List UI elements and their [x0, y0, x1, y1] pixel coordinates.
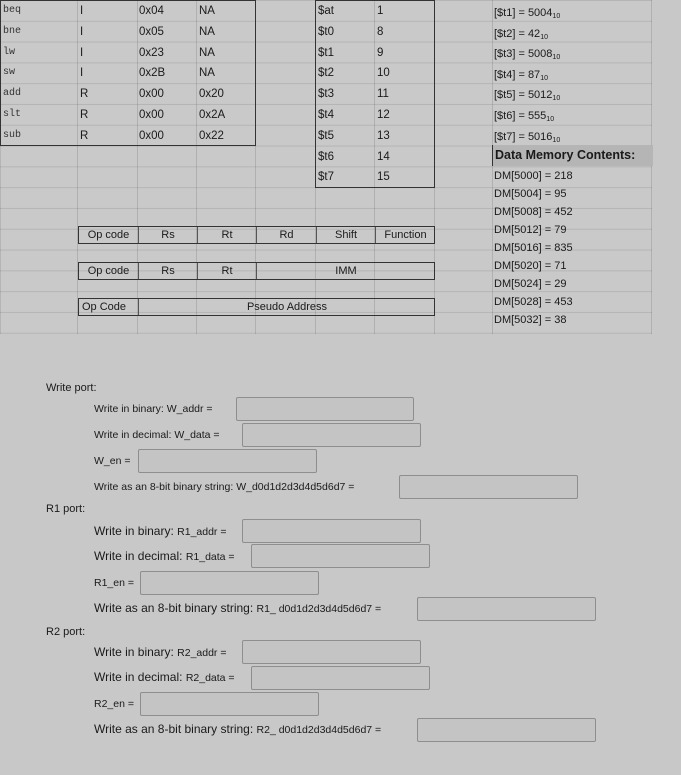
- base-subscript: 10: [540, 33, 548, 41]
- w-addr-input[interactable]: [236, 397, 414, 421]
- register-value: [494, 3, 644, 23]
- instr-opcode-cell: 0x23: [139, 46, 164, 59]
- instr-function-cell: 0x20: [199, 88, 224, 101]
- instr-function-cell: NA: [199, 5, 215, 17]
- instr-opcode-cell: 0x00: [139, 109, 164, 121]
- instr-function-cell: NA: [199, 67, 215, 80]
- r-shift-cell: Shift: [316, 227, 375, 243]
- r2-port-title: R2 port:: [46, 626, 86, 638]
- register-value-text: [$t4] = 87: [494, 68, 541, 81]
- i-rt-cell: Rt: [197, 263, 256, 279]
- j-op-cell: Op Code: [82, 301, 127, 313]
- register-number-cell: 9: [377, 46, 384, 59]
- register-name-cell: $at: [318, 5, 334, 17]
- r1-en-label: R1_en =: [94, 577, 134, 589]
- r1-addr-label: Write in binary: R1_addr =: [94, 524, 227, 538]
- j-address-cell: Pseudo Address: [138, 299, 435, 315]
- base-subscript: 10: [552, 95, 561, 103]
- register-value-text: [$t6] = 555: [494, 110, 547, 122]
- r2-addr-input[interactable]: [242, 640, 421, 664]
- data-memory-entry: DM[5004] = 95: [494, 188, 567, 200]
- data-memory-entry: DM[5016] = 835: [494, 242, 573, 254]
- r1-port-title: R1 port:: [46, 503, 86, 515]
- register-name-cell: $t6: [318, 150, 334, 163]
- data-memory-entry: DM[5000] = 218: [494, 170, 573, 182]
- r2-data-label: Write in decimal: R2_data =: [94, 670, 235, 684]
- j-format-box: [78, 298, 435, 316]
- register-name-cell: $t1: [318, 46, 334, 59]
- instr-type-cell: R: [80, 88, 89, 101]
- instr-function-cell: NA: [199, 25, 215, 38]
- w-addr-label: Write in binary: W_addr =: [94, 403, 213, 415]
- register-value: [494, 65, 644, 85]
- r-op-cell: Op code: [87, 229, 130, 241]
- register-name-cell: $t3: [318, 88, 334, 101]
- r2-bits-input[interactable]: [417, 718, 596, 742]
- r2-bits-label: Write as an 8-bit binary string: R2_ d0d1d2d3d4d5d6d7 =: [94, 722, 382, 736]
- r-format-box: [78, 226, 435, 244]
- instr-name-cell: sw: [3, 67, 16, 79]
- w-bits-input[interactable]: [399, 475, 578, 499]
- w-en-label: W_en =: [94, 455, 131, 467]
- instr-name-cell: sub: [3, 129, 22, 141]
- instr-function-cell: 0x22: [199, 129, 224, 142]
- instr-type-cell: I: [80, 67, 84, 80]
- data-memory-entry: DM[5012] = 79: [494, 224, 567, 236]
- register-number-cell: 13: [377, 129, 390, 142]
- register-value-text: [$t1] = 5004: [494, 7, 553, 19]
- r1-bits-label: Write as an 8-bit binary string: R1_ d0d1d2d3d4d5d6d7 =: [94, 601, 382, 615]
- register-number-cell: 12: [377, 109, 390, 121]
- base-subscript: 10: [552, 13, 561, 20]
- register-value: [494, 24, 644, 44]
- register-value-text: [$t5] = 5012: [494, 89, 553, 102]
- register-value: [494, 85, 644, 105]
- data-memory-entry: DM[5008] = 452: [494, 206, 573, 218]
- register-number-cell: 8: [377, 25, 384, 38]
- register-number-cell: 10: [377, 67, 390, 80]
- register-name-cell: $t7: [318, 171, 334, 184]
- register-name-cell: $t0: [318, 25, 334, 38]
- w-en-input[interactable]: [138, 449, 317, 473]
- register-number-cell: 15: [377, 171, 390, 184]
- instr-opcode-cell: 0x00: [139, 88, 164, 101]
- base-subscript: 10: [552, 136, 561, 144]
- instr-type-cell: I: [80, 5, 84, 17]
- r1-bits-input[interactable]: [417, 597, 596, 621]
- write-port-title: Write port:: [46, 382, 97, 394]
- instr-opcode-cell: 0x04: [139, 5, 164, 17]
- register-value: [494, 106, 644, 126]
- data-memory-entry: DM[5020] = 71: [494, 260, 567, 272]
- instr-opcode-cell: 0x2B: [139, 67, 166, 80]
- register-number-cell: 11: [377, 88, 389, 101]
- i-imm-cell: IMM: [256, 263, 435, 279]
- register-number-cell: 14: [377, 150, 390, 163]
- r1-addr-input[interactable]: [242, 519, 421, 543]
- register-name-cell: $t2: [318, 67, 334, 80]
- instr-type-cell: R: [80, 129, 89, 142]
- w-bits-label: Write as an 8-bit binary string: W_d0d1d2d3d4d5d6d7 =: [94, 481, 355, 493]
- register-value: [494, 127, 644, 147]
- r1-data-label: Write in decimal: R1_data =: [94, 549, 235, 563]
- r2-en-input[interactable]: [140, 692, 319, 716]
- register-value-text: [$t7] = 5016: [494, 130, 553, 143]
- r2-data-input[interactable]: [251, 666, 430, 690]
- spreadsheet-area: [0, 0, 652, 334]
- instr-name-cell: lw: [3, 46, 16, 58]
- i-op-cell: Op code: [87, 265, 130, 277]
- instr-name-cell: add: [3, 88, 22, 100]
- register-value-text: [$t3] = 5008: [494, 48, 553, 61]
- i-rs-cell: Rs: [138, 263, 197, 279]
- r-rs-cell: Rs: [138, 227, 197, 243]
- register-value: [494, 44, 644, 64]
- base-subscript: 10: [540, 74, 548, 82]
- r-rd-cell: Rd: [256, 227, 316, 243]
- r1-data-input[interactable]: [251, 544, 430, 568]
- instr-opcode-cell: 0x05: [139, 25, 164, 38]
- data-memory-entry: DM[5024] = 29: [494, 278, 567, 290]
- r-rt-cell: Rt: [197, 227, 256, 243]
- base-subscript: 10: [552, 54, 561, 62]
- r2-addr-label: Write in binary: R2_addr =: [94, 645, 227, 659]
- base-subscript: 10: [546, 116, 555, 123]
- instr-type-cell: I: [80, 25, 84, 38]
- instr-name-cell: bne: [3, 25, 22, 37]
- register-name-cell: $t4: [318, 109, 334, 121]
- w-data-label: Write in decimal: W_data =: [94, 429, 220, 441]
- instr-function-cell: 0x2A: [199, 109, 226, 121]
- instr-function-cell: NA: [199, 46, 215, 59]
- r-function-cell: Function: [375, 227, 435, 243]
- register-number-cell: 1: [377, 5, 384, 17]
- register-value-text: [$t2] = 42: [494, 27, 541, 40]
- register-name-cell: $t5: [318, 129, 334, 142]
- instr-name-cell: slt: [3, 109, 22, 120]
- i-format-box: [78, 262, 435, 280]
- instr-type-cell: I: [80, 46, 84, 59]
- data-memory-entry: DM[5028] = 453: [494, 296, 573, 308]
- instr-name-cell: beq: [3, 5, 22, 16]
- r1-en-input[interactable]: [140, 571, 319, 595]
- w-data-input[interactable]: [242, 423, 421, 447]
- r2-en-label: R2_en =: [94, 698, 134, 710]
- data-memory-title: Data Memory Contents:: [492, 145, 653, 166]
- instr-opcode-cell: 0x00: [139, 129, 164, 142]
- instr-type-cell: R: [80, 109, 89, 121]
- data-memory-entry: DM[5032] = 38: [494, 314, 567, 326]
